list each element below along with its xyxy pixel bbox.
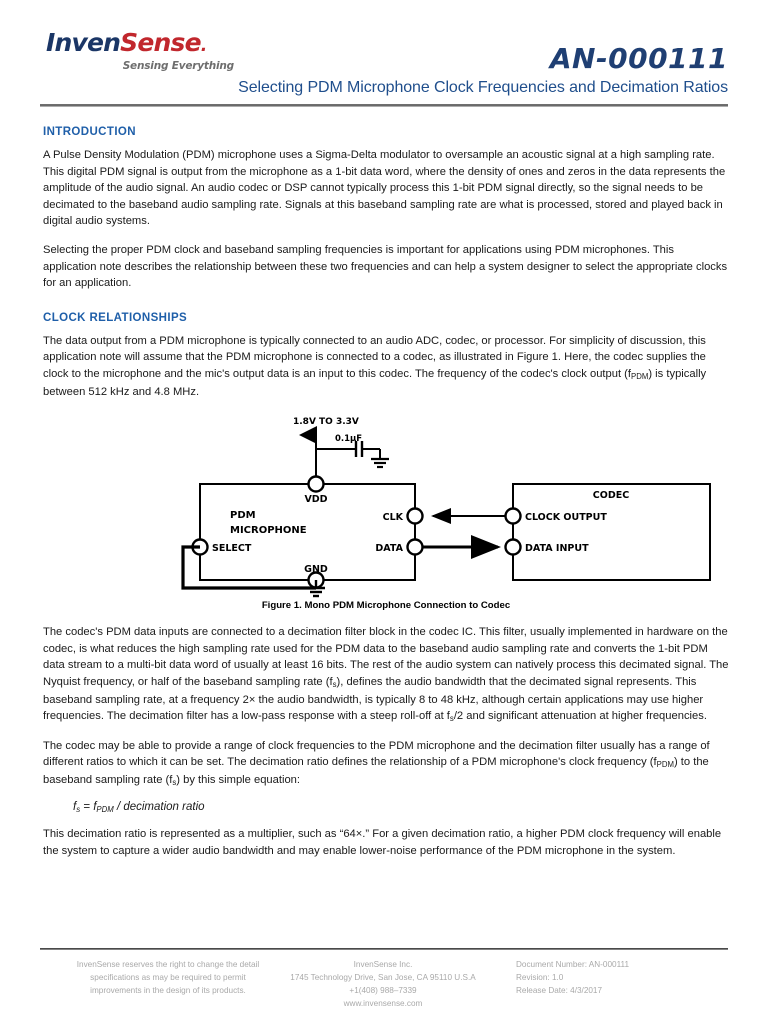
equation-subscript-pdm: PDM (96, 805, 114, 815)
logo-tagline: Sensing Everything (122, 60, 234, 72)
document-footer (40, 958, 728, 1010)
capacitor-ground-symbol (371, 459, 389, 467)
pdm-microphone-label-line1: PDM (230, 510, 256, 522)
footer-company-address (268, 958, 498, 1010)
pdm-microphone-label-line2: MICROPHONE (230, 525, 307, 537)
ratio-text-a: The codec may be able to provide a range of clock frequencies to the PDM microphone and the decimation filter usually has a range of different ratios to which it can be set. The decimation ratio defines the relationship of a PDM microphone's clock frequency (f (43, 739, 710, 769)
clock-text-a: The data output from a PDM microphone is typically connected to an audio ADC, codec, or processor. For simplicity of discussion, this application note will assume that the PDM microphone is connected to a codec, as illustrated in Figure 1. Here, the codec supplies the clock to the microphone and the mic's output data is an input to this codec. The frequency of the codec's clock output (f (43, 334, 706, 380)
heading-introduction: INTRODUCTION (43, 126, 136, 138)
pin-clk-label: CLK (382, 512, 403, 524)
equation-text-c: / decimation ratio (113, 801, 205, 814)
footer-company-name: InvenSense Inc. (353, 960, 413, 969)
supply-voltage-label: 1.8V TO 3.3V (293, 417, 359, 428)
paragraph-intro-1: A Pulse Density Modulation (PDM) microphone uses a Sigma-Delta modulator to oversample an acoustic signal at a high sampling rate. This digital PDM signal is output from the microphone as a 1-bit data word, where the density of ones and zeros in the data represents the amplitude of the audio signal. An audio codec or DSP cannot typically process this 1-bit PDM signal directly, so the signal needs to be decimated to the baseband audio sampling rate. Signals at this baseband sampling rate are what is processed, stored and played back in digital audio systems. (43, 149, 726, 228)
invensense-logo (46, 30, 236, 72)
decimation-subscript-s-2: s (449, 714, 454, 724)
footer-revision: Revision: 1.0 (516, 973, 564, 982)
logo-inven-text: Inven (46, 28, 121, 57)
decimation-subscript-s-1: s (332, 679, 337, 689)
figure-1-caption: Figure 1. Mono PDM Microphone Connection to Codec (261, 600, 511, 612)
paragraph-decimation-filter (43, 624, 729, 726)
equation-text-b: = f (80, 801, 97, 814)
pin-data-node (408, 540, 423, 555)
capacitor-value-label: 0.1µF (335, 434, 363, 445)
header-divider (40, 104, 728, 107)
codec-pin-data-input-label: DATA INPUT (525, 543, 589, 555)
footer-disclaimer (40, 958, 268, 1010)
footer-divider (40, 948, 728, 950)
decimation-text-c: /2 and significant attenuation at higher frequencies. (453, 710, 707, 723)
footer-disclaimer-line-1: InvenSense reserves the right to change the detail (76, 960, 260, 969)
footer-company-street: 1745 Technology Drive, San Jose, CA 95110 U.S.A (290, 973, 476, 982)
pin-gnd-label: GND (304, 564, 328, 576)
pin-select-label: SELECT (212, 543, 252, 555)
logo-sense-text: Sense (120, 28, 201, 57)
footer-company-website[interactable]: www.invensense.com (343, 999, 423, 1008)
equation-subscript-s: s (76, 805, 81, 815)
codec-label: CODEC (592, 490, 630, 502)
paragraph-intro-2: Selecting the proper PDM clock and baseband sampling frequencies is important for applications using PDM microphones. This application note describes the relationship between these two frequencies and can help a system designer to select the appropriate clocks for an application. (43, 243, 728, 290)
footer-document-number: Document Number: AN-000111 (516, 960, 630, 969)
logo-trademark-dot: . (200, 36, 207, 56)
logo-wordmark (46, 30, 236, 59)
paragraph-final: This decimation ratio is represented as a multiplier, such as “64×.” For a given decimation ratio, a higher PDM clock frequency will enable the system to capture a wider audio bandwidth and may enable lower-noise performance of the PDM microphone in the system. (43, 828, 722, 858)
pin-data-label: DATA (375, 543, 403, 555)
paragraph-decimation-ratio (43, 738, 729, 790)
ratio-subscript-s: s (172, 777, 177, 787)
footer-release-date: Release Date: 4/3/2017 (516, 986, 603, 995)
ratio-subscript-pdm: PDM (656, 760, 674, 770)
paragraph-clock-1 (43, 333, 729, 400)
clock-text-b: ) is typically between 512 kHz and 4.8 MHz. (43, 367, 707, 398)
pin-vdd-node (309, 477, 324, 492)
codec-pin-clock-output-node (506, 509, 521, 524)
decimation-text-a: The codec's PDM data inputs are connected to a decimation filter block in the codec IC. This filter, usually implemented in hardware on the codec, is what reduces the high sampling rate used for the PDM data to the baseband audio sampling rate and converts the 1-bit PDM data stream to a multi-bit data word of usually at least 16 bits. The rest of the audio system can natively process this decimated signal. The Nyquist frequency, or half of the baseband sampling rate (f (43, 626, 729, 688)
decimation-text-b: ), defines the audio bandwidth that the decimated signal represents. This baseband sampling rate, at a frequency 2× the audio bandwidth, is typically 8 to 48 kHz, although certain applications may use higher frequencies. The decimation filter has a low-pass response with a steep roll-off at f (43, 675, 704, 723)
footer-disclaimer-line-2: specifications as may be required to permit (90, 973, 246, 982)
document-header (0, 0, 768, 108)
footer-disclaimer-line-3: improvements in the design of its products. (90, 986, 246, 995)
pin-clk-node (408, 509, 423, 524)
ratio-text-b: ) to the baseband sampling rate (f (43, 756, 709, 786)
figure-1-circuit-diagram (43, 412, 729, 598)
document-content (43, 126, 729, 860)
document-number-title: AN-000111 (549, 42, 728, 75)
pin-vdd-label: VDD (304, 494, 328, 506)
equation-text-a: f (73, 801, 77, 814)
footer-document-meta (498, 958, 728, 1010)
footer-company-phone: +1(408) 988–7339 (349, 986, 417, 995)
clock-subscript-pdm: PDM (631, 371, 649, 381)
codec-pin-clock-output-label: CLOCK OUTPUT (525, 512, 607, 524)
codec-pin-data-input-node (506, 540, 521, 555)
heading-clock-relationships: CLOCK RELATIONSHIPS (43, 311, 188, 324)
document-subtitle: Selecting PDM Microphone Clock Frequencies and Decimation Ratios (238, 79, 728, 96)
decimation-ratio-equation (73, 801, 729, 813)
circuit-svg (43, 412, 729, 598)
ratio-text-c: ) by this simple equation: (176, 773, 301, 786)
